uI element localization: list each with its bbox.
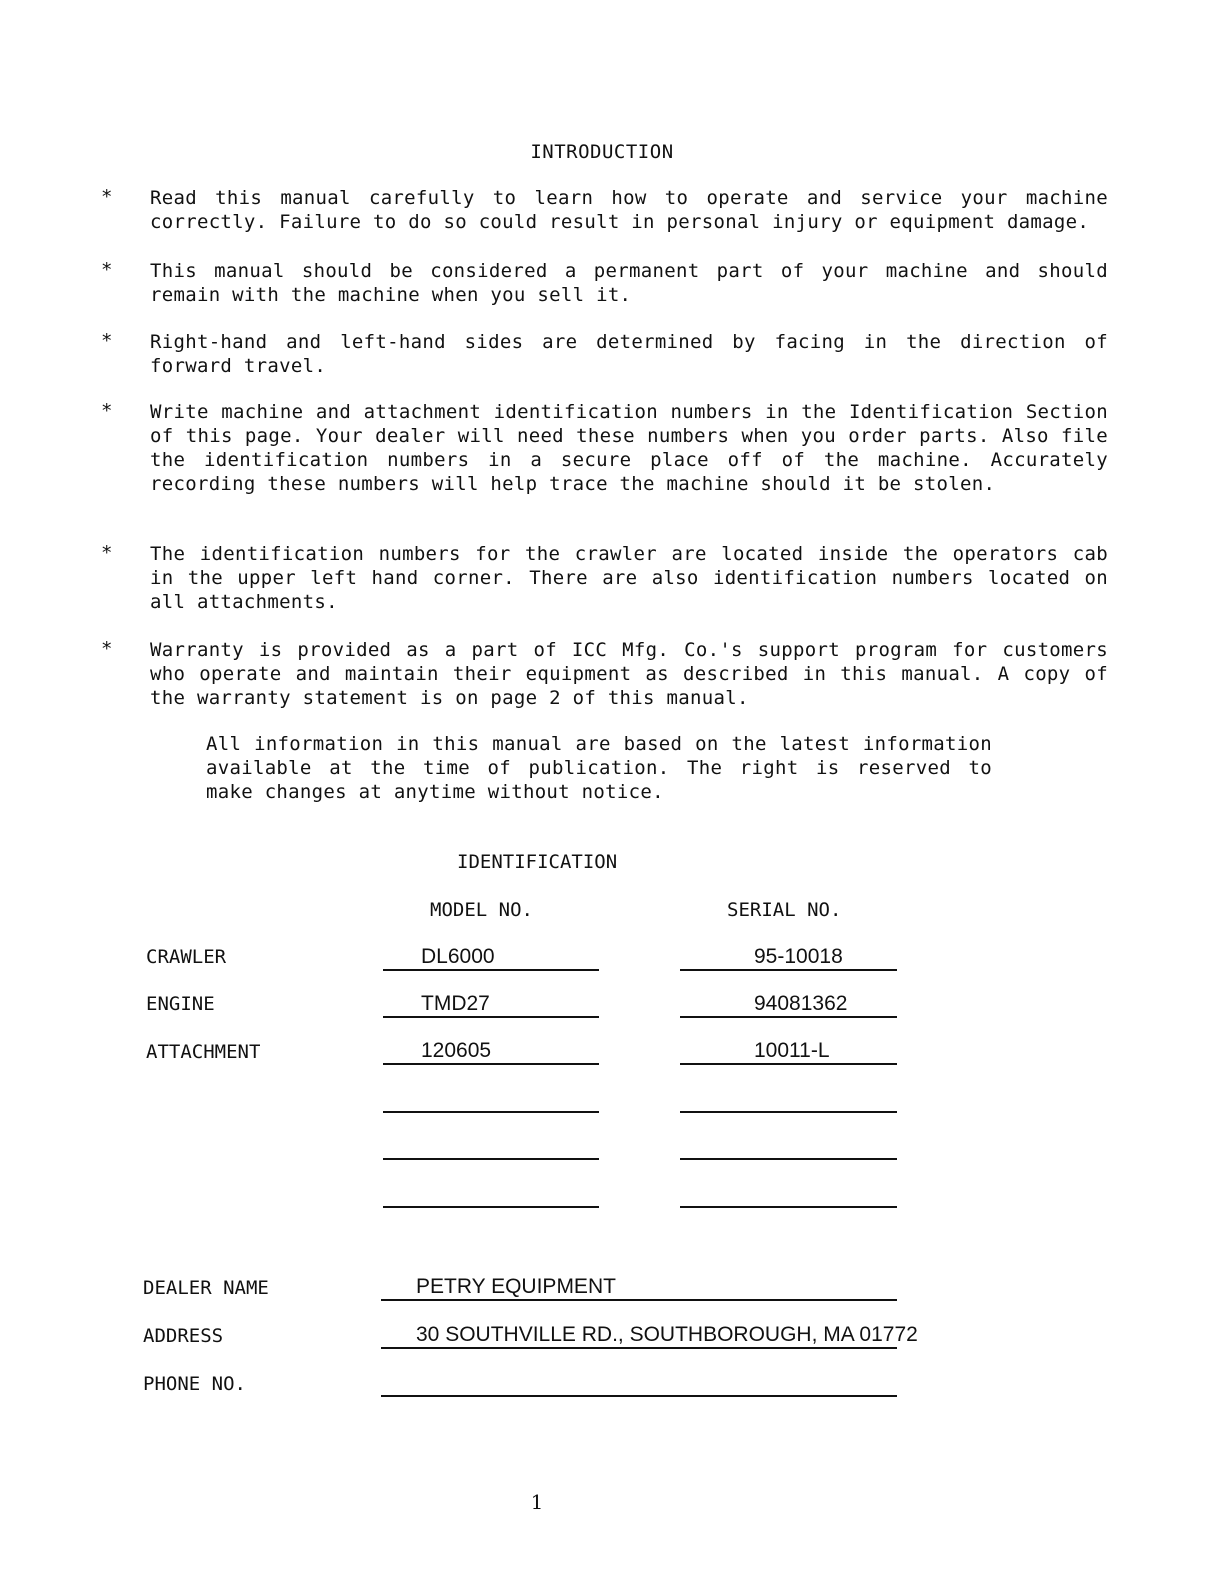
model-value: DL6000 (421, 945, 495, 968)
model-value (383, 1134, 421, 1157)
serial-field[interactable] (680, 1182, 897, 1208)
bullet-paragraph: Write machine and attachment identification numbers in the Identification Section of this page. Your dealer will need these numbers when you order parts. Also file the identification numbers in a secure place off of the machine. Accurately recording these numbers will help trace the machine should it be stolen. (150, 401, 1108, 495)
page-title: INTRODUCTION (530, 141, 674, 163)
address-label: ADDRESS (143, 1325, 224, 1347)
model-value (383, 1087, 421, 1110)
serial-field[interactable] (680, 992, 897, 1018)
dealer-name-field[interactable] (381, 1275, 897, 1301)
bullet-paragraph: This manual should be considered a permanent part of your machine and should remain with the machine when you sell it. (150, 260, 1108, 306)
model-field[interactable] (383, 1182, 599, 1208)
model-field[interactable] (383, 1134, 599, 1160)
phone-value (381, 1371, 416, 1394)
phone-label: PHONE NO. (143, 1373, 246, 1395)
bullet-star: * (101, 259, 113, 281)
bullet-star: * (101, 330, 113, 352)
serial-value (680, 1087, 754, 1110)
model-field[interactable] (383, 992, 599, 1018)
bullet-star: * (101, 542, 113, 564)
serial-field[interactable] (680, 1039, 897, 1065)
row-label: ENGINE (146, 993, 215, 1015)
serial-value: 94081362 (754, 992, 848, 1015)
model-column-header: MODEL NO. (430, 899, 533, 921)
serial-value (680, 1182, 754, 1205)
dealer-name-label: DEALER NAME (143, 1277, 269, 1299)
bullet-paragraph: Read this manual carefully to learn how to operate and service your machine correctly. Failure to do so could result in personal injury or equipment damage. (150, 187, 1108, 233)
row-label: CRAWLER (146, 946, 227, 968)
bullet-paragraph: The identification numbers for the crawler are located inside the operators cab in the upper left hand corner. There are also identification numbers located on all attachments. (150, 543, 1108, 613)
model-value: TMD27 (421, 992, 490, 1015)
dealer-name-value: PETRY EQUIPMENT (416, 1275, 616, 1298)
model-value (383, 1182, 421, 1205)
serial-value (680, 1134, 754, 1157)
page-number: 1 (530, 1490, 544, 1514)
identification-heading: IDENTIFICATION (457, 851, 618, 873)
model-field[interactable] (383, 1039, 599, 1065)
row-label: ATTACHMENT (146, 1041, 261, 1063)
address-field[interactable] (381, 1323, 918, 1349)
disclaimer-note: All information in this manual are based on the latest information available at the time of publication. The right is reserved to make changes at anytime without notice. (206, 733, 992, 803)
serial-field[interactable] (680, 1087, 897, 1113)
serial-field[interactable] (680, 1134, 897, 1160)
model-field[interactable] (383, 945, 599, 971)
serial-column-header: SERIAL NO. (727, 899, 842, 921)
bullet-star: * (101, 400, 113, 422)
phone-field[interactable] (381, 1371, 897, 1397)
address-value: 30 SOUTHVILLE RD., SOUTHBOROUGH, MA 01772 (416, 1323, 918, 1346)
bullet-star: * (101, 638, 113, 660)
serial-value: 10011-L (754, 1039, 830, 1062)
bullet-paragraph: Right-hand and left-hand sides are determined by facing in the direction of forward travel. (150, 331, 1108, 377)
serial-value: 95-10018 (754, 945, 843, 968)
model-field[interactable] (383, 1087, 599, 1113)
bullet-star: * (101, 186, 113, 208)
bullet-paragraph: Warranty is provided as a part of ICC Mfg. Co.'s support program for customers who operate and maintain their equipment as described in this manual. A copy of the warranty statement is on page 2 of this manual. (150, 639, 1108, 709)
model-value: 120605 (421, 1039, 492, 1062)
serial-field[interactable] (680, 945, 897, 971)
